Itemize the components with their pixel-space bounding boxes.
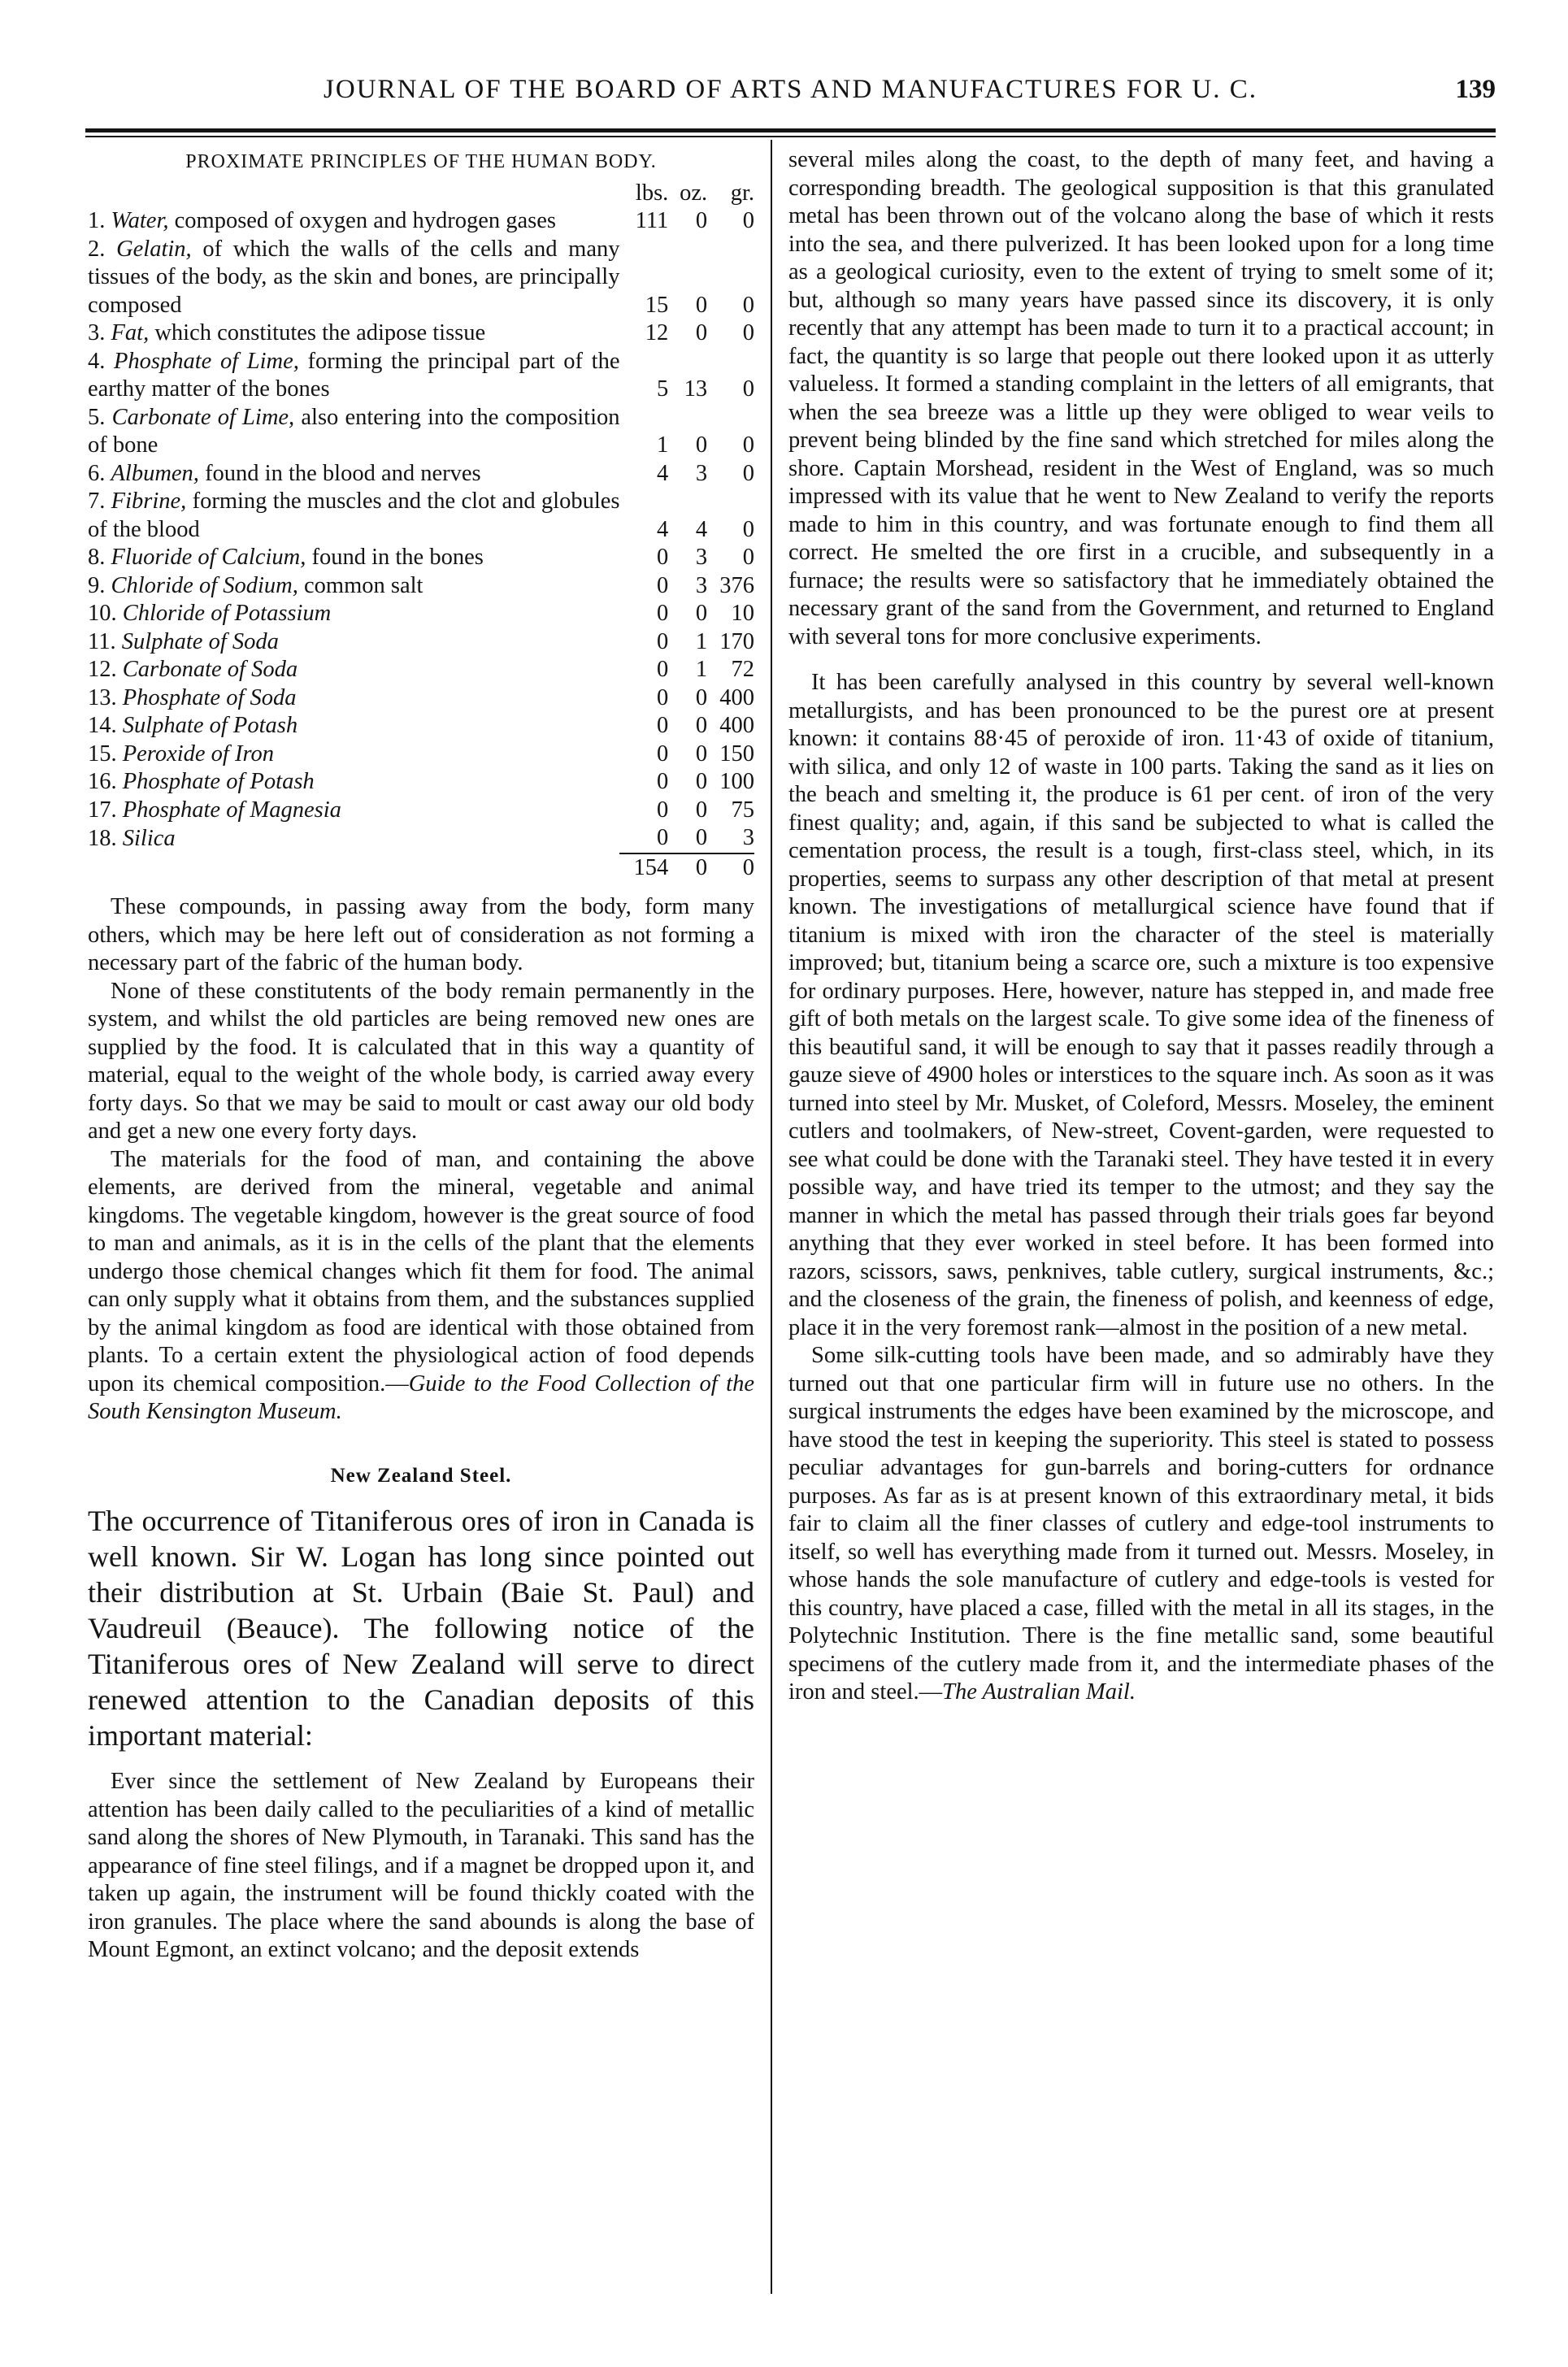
weight-lbs: 0	[657, 628, 669, 654]
weight-lbs: 0	[657, 797, 669, 823]
compound-description: composed of oxygen and hydrogen gases	[168, 208, 556, 233]
weight-oz: 1	[695, 657, 708, 682]
row-description	[88, 460, 619, 489]
table-row	[88, 460, 754, 489]
weight-gr: 150	[719, 741, 754, 767]
weight-gr: 170	[719, 628, 754, 654]
weight-lbs: 4	[657, 460, 669, 486]
weight-lbs: 0	[657, 657, 669, 682]
weight-lbs: 5	[657, 376, 669, 402]
compound-description: found in the bones	[306, 545, 484, 570]
compound-name: Carbonate of Soda	[122, 657, 298, 682]
compound-name: Sulphate of Potash	[122, 713, 298, 738]
weight-oz: 0	[695, 684, 708, 710]
compound-name: Sulphate of Soda	[121, 628, 279, 654]
unit-gr: gr.	[730, 180, 754, 206]
table-row	[88, 544, 754, 572]
paragraph	[88, 1146, 754, 1427]
weight-gr: 100	[719, 769, 754, 794]
compound-name: Fibrine,	[111, 489, 187, 514]
weight-lbs: 15	[645, 292, 669, 318]
row-number: 8.	[88, 545, 106, 570]
weight-oz: 0	[695, 292, 708, 318]
compound-name: Carbonate of Lime,	[111, 404, 295, 430]
weight-gr: 0	[742, 208, 754, 233]
paragraph: It has been carefully analysed in this country by several well-known metallurgists, and has been pronounced to be the purest ore at present known: it contains 88·45 of peroxide of iron. 11·43 of oxide of titanium, with silica, and only 12 of waste in 100 parts. Taking the sand as it lies on the beach and smelting it, the produce is 61 per cent. of iron of the very finest quality; and, again, if this sand be subjected to what is called the cementation process, the result is a tough, first-class steel, which, in its properties, seems to surpass any other description of that metal at present known. The investigations of metallurgical science have found that if titanium is mixed with iron the character of the steel is materially improved; but, titanium being a scarce ore, such a mixture is too expensive for ordinary purposes. Here, however, nature has stepped in, and made free gift of both metals on the largest scale. To give some idea of the fineness of this beautiful sand, it will be enough to say that it passes readily through a gauze sieve of 4900 holes or interstices to the square inch. As soon as it was turned into steel by Mr. Musket, of Coleford, Messrs. Moseley, the eminent cutlers and toolmakers, of New-street, Covent-garden, were requested to see what could be done with the Taranaki steel. They have tested it in every possible way, and have tried its temper to the utmost; and they say the manner in which the metal has passed through their trials goes far beyond anything that they ever worked in steel before. It has been formed into razors, scissors, saws, penknives, table cutlery, surgical instruments, &c.; and the closeness of the grain, the fineness of polish, and keenness of edge, place it in the very foremost rank—almost in the position of a new metal.	[788, 670, 1494, 1340]
compound-name: Phosphate of Lime,	[114, 348, 299, 374]
running-title: JOURNAL OF THE BOARD OF ARTS AND MANUFACTURES FOR U. C.	[324, 75, 1257, 104]
weight-oz: 0	[695, 825, 708, 850]
weight-oz: 0	[695, 741, 708, 767]
source-citation: Guide to the Food Collection of the South Kensington Museum.	[88, 1370, 755, 1424]
weight-gr: 75	[731, 797, 754, 823]
table-row	[88, 572, 754, 601]
weight-oz: 13	[684, 376, 708, 402]
weight-lbs: 1	[657, 432, 669, 458]
right-column	[788, 146, 1494, 1707]
table-total-row	[88, 853, 754, 883]
row-description	[88, 488, 619, 544]
source-citation: The Australian Mail.	[942, 1679, 1136, 1705]
table-row	[88, 824, 754, 853]
weight-lbs: 0	[657, 572, 669, 598]
row-number: 18.	[88, 826, 117, 851]
row-number: 13.	[88, 684, 117, 710]
compound-name: Chloride of Sodium,	[111, 572, 298, 598]
row-number: 9.	[88, 572, 106, 598]
weight-gr: 400	[719, 684, 754, 710]
compound-name: Fluoride of Calcium,	[111, 545, 306, 570]
weight-gr: 0	[742, 376, 754, 402]
row-number: 6.	[88, 460, 106, 486]
intro-paragraph: The occurrence of Titaniferous ores of iron in Canada is well known. Sir W. Logan has long since pointed out their distribution at St. Urbain (Baie St. Paul) and Vaudreuil (Beauce). The following notice of the Titaniferous ores of New Zealand will serve to direct renewed attention to the Canadian deposits of this important material:	[88, 1505, 754, 1752]
table-row	[88, 600, 754, 628]
total-gr: 0	[707, 853, 754, 883]
table-row	[88, 404, 754, 460]
row-number: 5.	[88, 404, 106, 430]
weight-gr: 0	[742, 460, 754, 486]
row-description	[88, 207, 619, 236]
table-row	[88, 768, 754, 797]
compound-description: forming the muscles and the clot and globules of the blood	[88, 489, 620, 542]
row-number: 4.	[88, 348, 106, 374]
compound-name: Phosphate of Soda	[122, 684, 297, 710]
table-row	[88, 207, 754, 236]
compound-name: Phosphate of Potash	[122, 769, 315, 794]
weight-gr: 0	[742, 320, 754, 345]
weight-gr: 10	[731, 601, 754, 626]
compound-description: found in the blood and nerves	[198, 460, 481, 486]
weight-oz: 4	[695, 516, 708, 542]
table-row	[88, 741, 754, 769]
weight-oz: 3	[695, 545, 708, 570]
table-row	[88, 684, 754, 713]
left-column	[88, 146, 754, 1965]
row-description	[88, 404, 619, 460]
row-description	[88, 768, 619, 797]
row-number: 3.	[88, 320, 106, 345]
row-description	[88, 824, 619, 853]
row-number: 11.	[88, 628, 116, 654]
table-row	[88, 348, 754, 404]
weight-gr: 0	[742, 545, 754, 570]
weight-oz: 0	[695, 432, 708, 458]
row-number: 12.	[88, 657, 117, 682]
table-row	[88, 319, 754, 348]
row-number: 7.	[88, 489, 106, 514]
weight-oz: 0	[695, 208, 708, 233]
paragraph: several miles along the coast, to the depth of many feet, and having a corresponding breadth. The geological supposition is that this granulated metal has been thrown out of the volcano along the base of which it rests into the sea, and there pulverized. It has been looked upon for a long time as a geological curiosity, even to the extent of trying to smelt some of it; but, although so many years have passed since its discovery, it is only recently that any attempt has been made to turn it to a practical account; in fact, the quantity is so large that people out there looked upon it as utterly valueless. It formed a standing complaint in the letters of all emigrants, that when the sea breeze was a little up they were obliged to wear veils to prevent being blinded by the fine sand which stretched for miles along the shore. Captain Morshead, resident in the West of England, was so much impressed with its value that he went to New Zealand to verify the reports made to him in this country, and was fortunate enough to find them all correct. He smelted the ore first in a crucible, and subsequently in a furnace; the results were so satisfactory that he immediately obtained the necessary grant of the sand from the Government, and returned to England with several tons for more conclusive experiments.	[788, 147, 1494, 649]
weight-oz: 0	[695, 797, 708, 823]
compound-description: forming the principal part of the earthy matter of the bones	[88, 348, 620, 402]
weight-lbs: 0	[657, 545, 669, 570]
weight-lbs: 12	[645, 320, 669, 345]
row-description	[88, 572, 619, 601]
row-description	[88, 684, 619, 713]
compound-name: Chloride of Potassium	[122, 601, 332, 626]
column-divider	[771, 140, 772, 2294]
table-row	[88, 797, 754, 825]
total-lbs: 154	[619, 853, 668, 883]
weight-lbs: 0	[657, 769, 669, 794]
compound-description: also entering into the composition of bone	[88, 404, 620, 458]
total-oz: 0	[668, 853, 707, 883]
table-row	[88, 628, 754, 657]
weight-gr: 400	[719, 713, 754, 738]
header-rule-thick	[85, 128, 1496, 132]
row-number: 10.	[88, 601, 117, 626]
weight-lbs: 0	[657, 684, 669, 710]
weight-lbs: 0	[657, 741, 669, 767]
row-number: 2.	[88, 236, 106, 262]
table-row	[88, 236, 754, 320]
paragraph-text: The materials for the food of man, and containing the above elements, are derived from the mineral, vegetable and animal kingdoms. The vegetable kingdom, however is the great source of food to man and animals, as it is in the cells of the plant that the elements undergo those chemical changes which fit them for food. The animal can only supply what it obtains from them, and the substances supplied by the animal kingdom as food are identical with those obtained from plants. To a certain extent the physiological action of food depends upon its chemical composition.—	[88, 1146, 754, 1396]
compound-name: Silica	[122, 826, 176, 851]
compound-name: Gelatin,	[116, 236, 192, 262]
table-row	[88, 488, 754, 544]
paragraph-text: Some silk-cutting tools have been made, and so admirably have they turned out that one particular firm will in future use no others. In the surgical instruments the edges have been examined by the microscope, and have stood the test in keeping the superiority. This steel is stated to possess peculiar advantages for gun-barrels and boring-cutters for ordnance purposes. As far as is at present known of this extraordinary metal, it bids fair to claim all the finer classes of cutlery and edge-tool instruments to itself, so well has everything made from it turned out. Messrs. Moseley, in whose hands the sole manufacture of cutlery and edge-tools is vested for this country, have placed a case, filled with the metal in all its stages, in the Polytechnic Institution. There is the fine metallic sand, some beautiful specimens of the cutlery made from it, and the intermediate phases of the iron and steel.—	[788, 1343, 1494, 1705]
compound-description: which constitutes the adipose tissue	[149, 320, 486, 345]
row-description	[88, 656, 619, 684]
row-number: 1.	[88, 208, 106, 233]
row-description	[88, 741, 619, 769]
table-title: PROXIMATE PRINCIPLES OF THE HUMAN BODY.	[185, 151, 657, 172]
row-description	[88, 628, 619, 657]
weight-gr: 0	[742, 516, 754, 542]
weight-lbs: 4	[657, 516, 669, 542]
table-units-row	[88, 180, 754, 208]
weight-oz: 3	[695, 460, 708, 486]
weight-oz: 0	[695, 713, 708, 738]
weight-lbs: 111	[635, 208, 669, 233]
unit-oz: oz.	[680, 180, 708, 206]
paragraph	[788, 1342, 1494, 1707]
row-description	[88, 236, 619, 320]
paragraph: These compounds, in passing away from the body, form many others, which may be here left out of consideration as not forming a necessary part of the fabric of the human body.	[88, 894, 754, 975]
weight-gr: 376	[719, 572, 754, 598]
row-description	[88, 319, 619, 348]
unit-lbs: lbs.	[635, 180, 669, 206]
page-header	[85, 75, 1496, 124]
weight-gr: 3	[742, 825, 754, 850]
row-description	[88, 600, 619, 628]
compound-description: common salt	[298, 572, 423, 598]
weight-gr: 0	[742, 432, 754, 458]
section-title: New Zealand Steel.	[330, 1464, 512, 1487]
proximate-principles-table	[88, 180, 754, 883]
row-description	[88, 712, 619, 741]
weight-oz: 1	[695, 628, 708, 654]
row-number: 17.	[88, 797, 117, 823]
weight-oz: 0	[695, 320, 708, 345]
page-number: 139	[1455, 75, 1496, 104]
weight-gr: 72	[731, 657, 754, 682]
compound-name: Peroxide of Iron	[122, 741, 275, 767]
paragraph: Ever since the settlement of New Zealand by Europeans their attention has been daily called to the peculiarities of a kind of metallic sand along the shores of New Plymouth, in Taranaki. This sand has the appearance of fine steel filings, and if a magnet be dropped upon it, and taken up again, the instrument will be found thickly coated with the iron granules. The place where the sand abounds is along the base of Mount Egmont, an extinct volcano; and the deposit extends	[88, 1769, 754, 1962]
weight-oz: 0	[695, 601, 708, 626]
weight-oz: 3	[695, 572, 708, 598]
row-description	[88, 348, 619, 404]
row-number: 15.	[88, 741, 117, 767]
compound-name: Water,	[111, 208, 169, 233]
row-description	[88, 544, 619, 572]
compound-name: Phosphate of Magnesia	[122, 797, 341, 823]
weight-lbs: 0	[657, 601, 669, 626]
row-description	[88, 797, 619, 825]
table-row	[88, 656, 754, 684]
compound-name: Albumen,	[111, 460, 199, 486]
weight-gr: 0	[742, 292, 754, 318]
weight-oz: 0	[695, 769, 708, 794]
weight-lbs: 0	[657, 825, 669, 850]
compound-description: of which the walls of the cells and many tissues of the body, as the skin and bones, are principally composed	[88, 236, 620, 318]
row-number: 14.	[88, 713, 117, 738]
weight-lbs: 0	[657, 713, 669, 738]
table-row	[88, 712, 754, 741]
paragraph: None of these constitutents of the body remain permanently in the system, and whilst the old particles are being removed new ones are supplied by the food. It is calculated that in this way a quantity of material, equal to the weight of the whole body, is carried away every forty days. So that we may be said to moult or cast away our old body and get a new one every forty days.	[88, 978, 754, 1144]
header-rule-thin	[85, 136, 1496, 137]
row-number: 16.	[88, 769, 117, 794]
compound-name: Fat,	[111, 320, 150, 345]
